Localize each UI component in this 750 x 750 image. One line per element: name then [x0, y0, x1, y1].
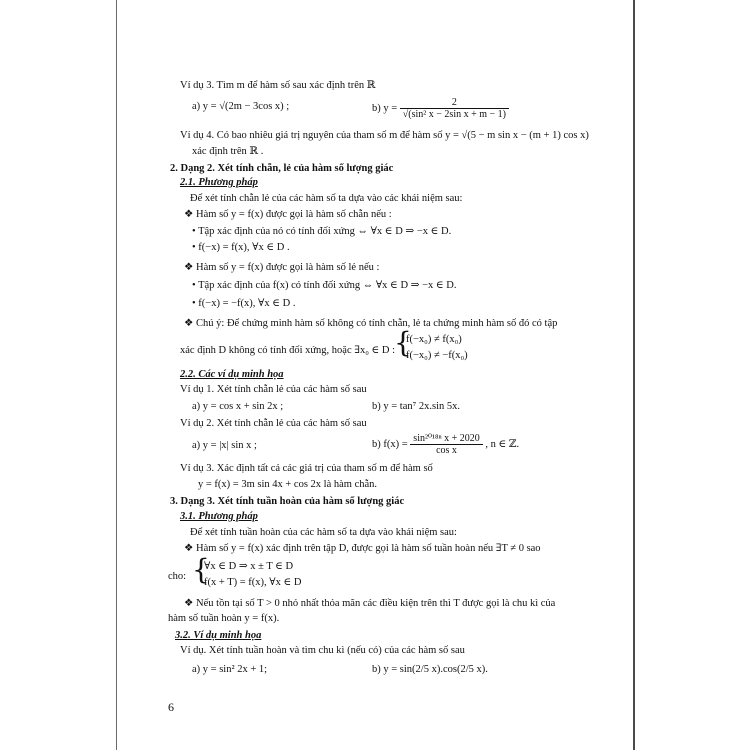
system-brace-2: { — [192, 553, 210, 586]
period-note-line-2: hàm số tuần hoàn y = f(x). — [168, 613, 280, 624]
example-2-b-suffix: , n ∈ ℤ. — [485, 438, 520, 450]
period-note-line-1: ❖ Nếu tồn tại số T > 0 nhỏ nhất thỏa mãn các điều kiện trên thì T được gọi là chu kì của — [184, 598, 556, 609]
example-2-b-denominator: cos x — [410, 444, 482, 456]
example-2-heading: Ví dụ 2. Xét tính chẵn lẻ của các hàm số sau — [180, 418, 367, 429]
example-periodic-a: a) y = sin² 2x + 1; — [192, 664, 268, 675]
system-brace-1: { — [394, 326, 412, 359]
example-4-cont: xác định trên ℝ . — [192, 146, 264, 157]
note-line-2: xác định D không có tính đối xứng, hoặc ∃x₀ ∈ D : — [180, 345, 395, 356]
example-3-b-numerator: 2 — [451, 97, 457, 108]
example-2-b-fraction — [410, 433, 482, 456]
odd-domain-condition: • Tập xác định của f(x) có tính đối xứng ⇔ ∀x ∈ D ⇒ −x ∈ D. — [192, 280, 457, 291]
odd-value-condition: • f(−x) = −f(x), ∀x ∈ D . — [192, 298, 296, 309]
page-number: 6 — [168, 700, 174, 714]
section-3-heading: 3. Dạng 3. Xét tính tuần hoàn của hàm số lượng giác — [170, 496, 405, 507]
example-periodic-heading: Ví dụ. Xét tính tuần hoàn và tìm chu kì (nếu có) của các hàm số sau — [180, 645, 465, 656]
periodic-function-def: ❖ Hàm số y = f(x) xác định trên tập D, được gọi là hàm số tuần hoàn nếu ∃T ≠ 0 sao — [184, 543, 541, 554]
example-4-heading: Ví dụ 4. Có bao nhiêu giá trị nguyên của tham số m để hàm số y = √(5 − m sin x − (m + 1) cos x) — [180, 130, 589, 141]
example-3b-heading: Ví dụ 3. Xác định tất cả các giá trị của tham số m để hàm số — [180, 463, 433, 474]
periodic-system-line-1: ∀x ∈ D ⇒ x ± T ∈ D — [204, 561, 294, 572]
section-2-1-heading: 2.1. Phương pháp — [180, 177, 258, 188]
section-2-heading: 2. Dạng 2. Xét tính chẵn, lẻ của hàm số lượng giác — [170, 163, 394, 174]
even-value-condition: • f(−x) = f(x), ∀x ∈ D . — [192, 242, 290, 253]
example-3-b — [372, 97, 509, 120]
example-3-heading: Ví dụ 3. Tìm m để hàm số sau xác định trên ℝ — [180, 80, 376, 91]
example-2-a: a) y = |x| sin x ; — [192, 440, 257, 451]
example-1-heading: Ví dụ 1. Xét tính chẵn lẻ của các hàm số sau — [180, 384, 367, 395]
even-domain-condition: • Tập xác định của nó có tính đối xứng ⇔ ∀x ∈ D ⇒ −x ∈ D. — [192, 226, 452, 237]
note-system-line-1: f(−x₀) ≠ f(x₀) — [406, 334, 462, 345]
note-line-1: ❖ Chú ý: Để chứng minh hàm số không có tính chẵn, lẻ ta chứng minh hàm số đó có tập — [184, 318, 558, 329]
section-2-2-heading: 2.2. Các ví dụ minh họa — [180, 369, 284, 380]
example-3-b-denominator: √(sin² x − 2sin x + m − 1) — [400, 108, 509, 120]
example-1-a: a) y = cos x + sin 2x ; — [192, 401, 284, 412]
example-3-b-fraction — [400, 97, 509, 120]
example-3-a: a) y = √(2m − 3cos x) ; — [192, 101, 290, 112]
section-2-1-intro: Để xét tính chẵn lẻ của các hàm số ta dựa vào các khái niệm sau: — [190, 193, 463, 204]
example-periodic-b: b) y = sin(2/5 x).cos(2/5 x). — [372, 664, 488, 675]
section-3-1-intro: Để xét tính tuần hoàn của các hàm số ta dựa vào khái niệm sau: — [190, 527, 457, 538]
example-3-b-label: b) y = — [372, 102, 398, 114]
example-2-b-label: b) f(x) = — [372, 438, 408, 450]
section-3-1-heading: 3.1. Phương pháp — [180, 511, 258, 522]
example-2-b-numerator: sin²⁰¹⁸ⁿ x + 2020 — [413, 433, 480, 444]
periodic-system-line-2: f(x + T) = f(x), ∀x ∈ D — [204, 577, 302, 588]
note-system-line-2: f(−x₀) ≠ −f(x₀) — [406, 350, 468, 361]
odd-function-def: ❖ Hàm số y = f(x) được gọi là hàm số lẻ nếu : — [184, 262, 380, 273]
example-3b-function: y = f(x) = 3m sin 4x + cos 2x là hàm chẵn. — [198, 479, 378, 490]
even-function-def: ❖ Hàm số y = f(x) được gọi là hàm số chẵn nếu : — [184, 209, 392, 220]
example-1-b: b) y = tan⁷ 2x.sin 5x. — [372, 401, 461, 412]
example-2-b — [372, 433, 519, 456]
section-3-2-heading: 3.2. Ví dụ minh họa — [175, 630, 262, 641]
periodic-cho-label: cho: — [168, 571, 187, 582]
